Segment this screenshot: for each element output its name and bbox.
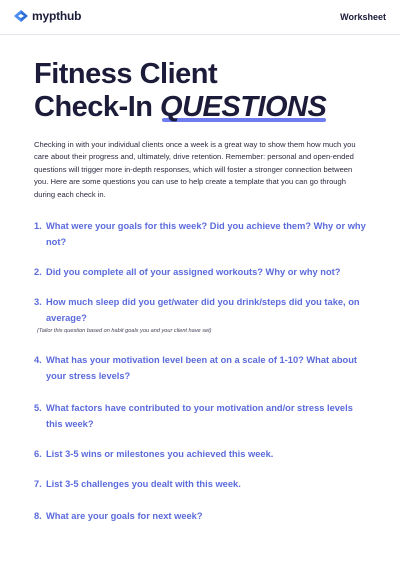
title-line-2 (34, 91, 326, 124)
question-item-4 (34, 352, 370, 384)
title-line-2-prefix: Check-In (34, 91, 153, 123)
question-number: 4. (34, 355, 42, 365)
question-text: What factors have contributed to your motivation and/or stress levels this week? (46, 403, 353, 429)
question-item-1 (34, 218, 370, 250)
question-note: (Tailor this question based on habit goals you and your client have set) (37, 328, 212, 334)
title-line-1: Fitness Client (34, 58, 218, 90)
question-number: 6. (34, 449, 42, 459)
question-number: 5. (34, 403, 42, 413)
question-text: What has your motivation level been at on a scale of 1-10? What about your stress levels? (46, 355, 357, 381)
brand-logo[interactable] (14, 9, 81, 23)
question-item-2 (34, 264, 370, 280)
question-number: 2. (34, 267, 42, 277)
question-item-7 (34, 476, 370, 492)
question-item-8 (34, 508, 370, 524)
page-header (0, 0, 400, 35)
question-text: Did you complete all of your assigned workouts? Why or why not? (46, 267, 341, 277)
question-number: 3. (34, 297, 42, 307)
question-text: How much sleep did you get/water did you drink/steps did you take, on average? (46, 297, 360, 323)
question-number: 7. (34, 479, 42, 489)
question-item-5 (34, 400, 370, 432)
question-text: List 3-5 challenges you dealt with this week. (46, 479, 241, 489)
question-text: What are your goals for next week? (46, 511, 203, 521)
intro-paragraph: Checking in with your individual clients once a week is a great way to show them how much you care about their progress and, ultimately, drive retention. Remember: personal and open-ended questions will trigger more in-depth responses, which will foster a stronger connection between you. Here are some questions you can use to help create a template that you can go through during each check in. (34, 140, 356, 199)
question-number: 1. (34, 221, 42, 231)
brand-name: mypthub (32, 9, 82, 23)
page-title (34, 58, 326, 124)
question-text: What were your goals for this week? Did you achieve them? Why or why not? (46, 221, 366, 247)
document-type-label: Worksheet (340, 12, 386, 22)
mypthub-logo-icon (14, 10, 28, 22)
question-number: 8. (34, 511, 42, 521)
question-item-3 (34, 294, 370, 336)
question-text: List 3-5 wins or milestones you achieved this week. (46, 449, 274, 459)
question-item-6 (34, 446, 370, 462)
title-accent (160, 91, 326, 124)
title-accent-text: QUESTIONS (160, 91, 327, 123)
